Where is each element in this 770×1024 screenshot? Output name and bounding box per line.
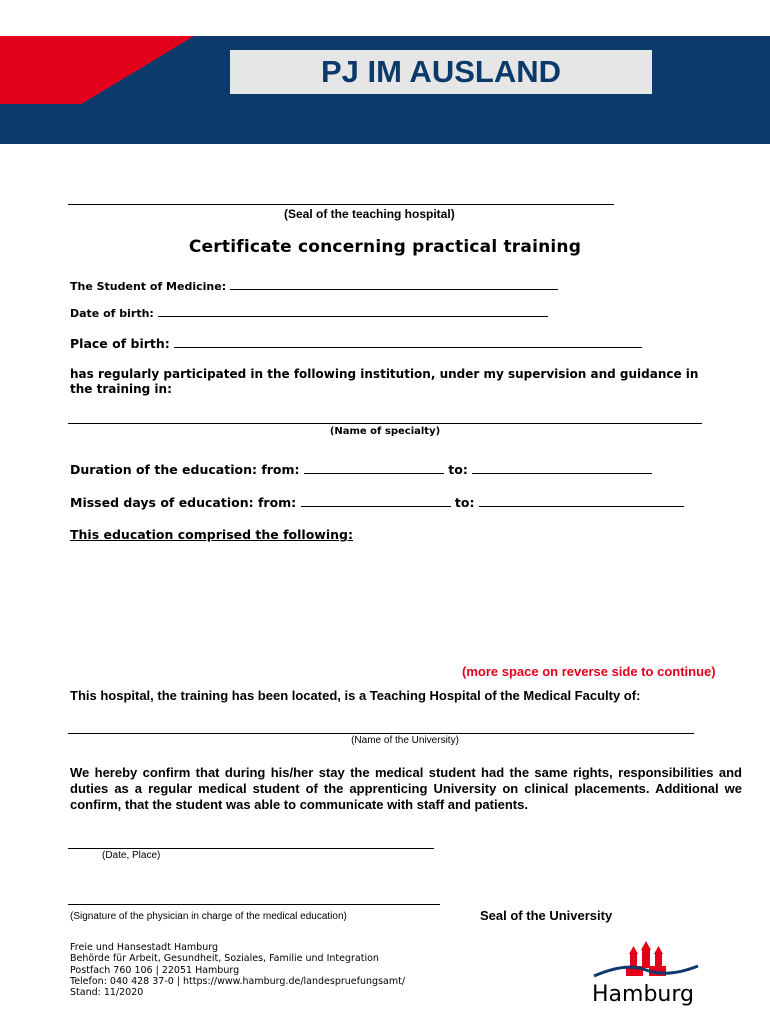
dob-label: Date of birth: [70,307,154,320]
missed-to-label: to: [454,495,475,510]
duration-label: Duration of the education: from: [70,462,300,477]
footer-line-4: Telefon: 040 428 37-0 | https://www.hamburg.de/landespruefungsamt/ [70,975,406,987]
teaching-hospital-text: This hospital, the training has been located, is a Teaching Hospital of the Medical Faculty of: [70,688,641,703]
date-place-field[interactable] [68,848,434,849]
footer-line-3: Postfach 760 106 | 22051 Hamburg [70,964,240,976]
more-space-note: (more space on reverse side to continue) [462,664,716,679]
hamburg-logo [586,940,706,1012]
missed-from-field[interactable] [301,497,451,507]
comprised-heading: This education comprised the following: [70,527,353,542]
university-field[interactable] [68,733,694,734]
signature-field[interactable] [68,904,440,905]
duration-to-field[interactable] [472,464,652,474]
comprised-area[interactable] [70,548,740,658]
seal-hospital-line [68,204,614,205]
footer-line-1: Freie und Hansestadt Hamburg [70,942,219,953]
specialty-field[interactable] [68,423,702,424]
student-label: The Student of Medicine: [70,280,227,293]
header-title-box [230,50,652,94]
date-place-label: (Date, Place) [102,850,161,861]
footer-address [70,942,405,998]
seal-university-label: Seal of the University [480,908,613,923]
footer-line-5: Stand: 11/2020 [70,987,144,999]
signature-label: (Signature of the physician in charge of the medical education) [70,911,347,922]
duration-to-label: to: [448,462,468,477]
missed-to-field[interactable] [479,497,684,507]
student-field[interactable] [230,280,558,290]
confirmation-text: We hereby confirm that during his/her stay the medical student had the same rights, responsibilities and duties as a regular medical student of the apprenticing University on clinical placements. Additional we confirm, that the student was able to communicate with staff and patients. [70,765,742,812]
dob-field[interactable] [158,307,548,317]
duration-from-field[interactable] [304,464,444,474]
page-title: PJ IM AUSLAND [321,54,561,89]
specialty-label: (Name of specialty) [329,426,441,437]
university-label: (Name of the University) [351,735,459,746]
participation-text: has regularly participated in the following institution, under my supervision and guidance in the training in: [70,367,699,396]
footer-line-2: Behörde für Arbeit, Gesundheit, Soziales, Familie und Integration [70,953,379,965]
place-field[interactable] [174,338,642,348]
hamburg-wordmark: Hamburg [592,982,694,1007]
missed-label: Missed days of education: from: [70,495,297,510]
certificate-title: Certificate concerning practical training [188,237,582,257]
place-label: Place of birth: [70,336,170,351]
seal-hospital-label: (Seal of the teaching hospital) [284,207,455,221]
